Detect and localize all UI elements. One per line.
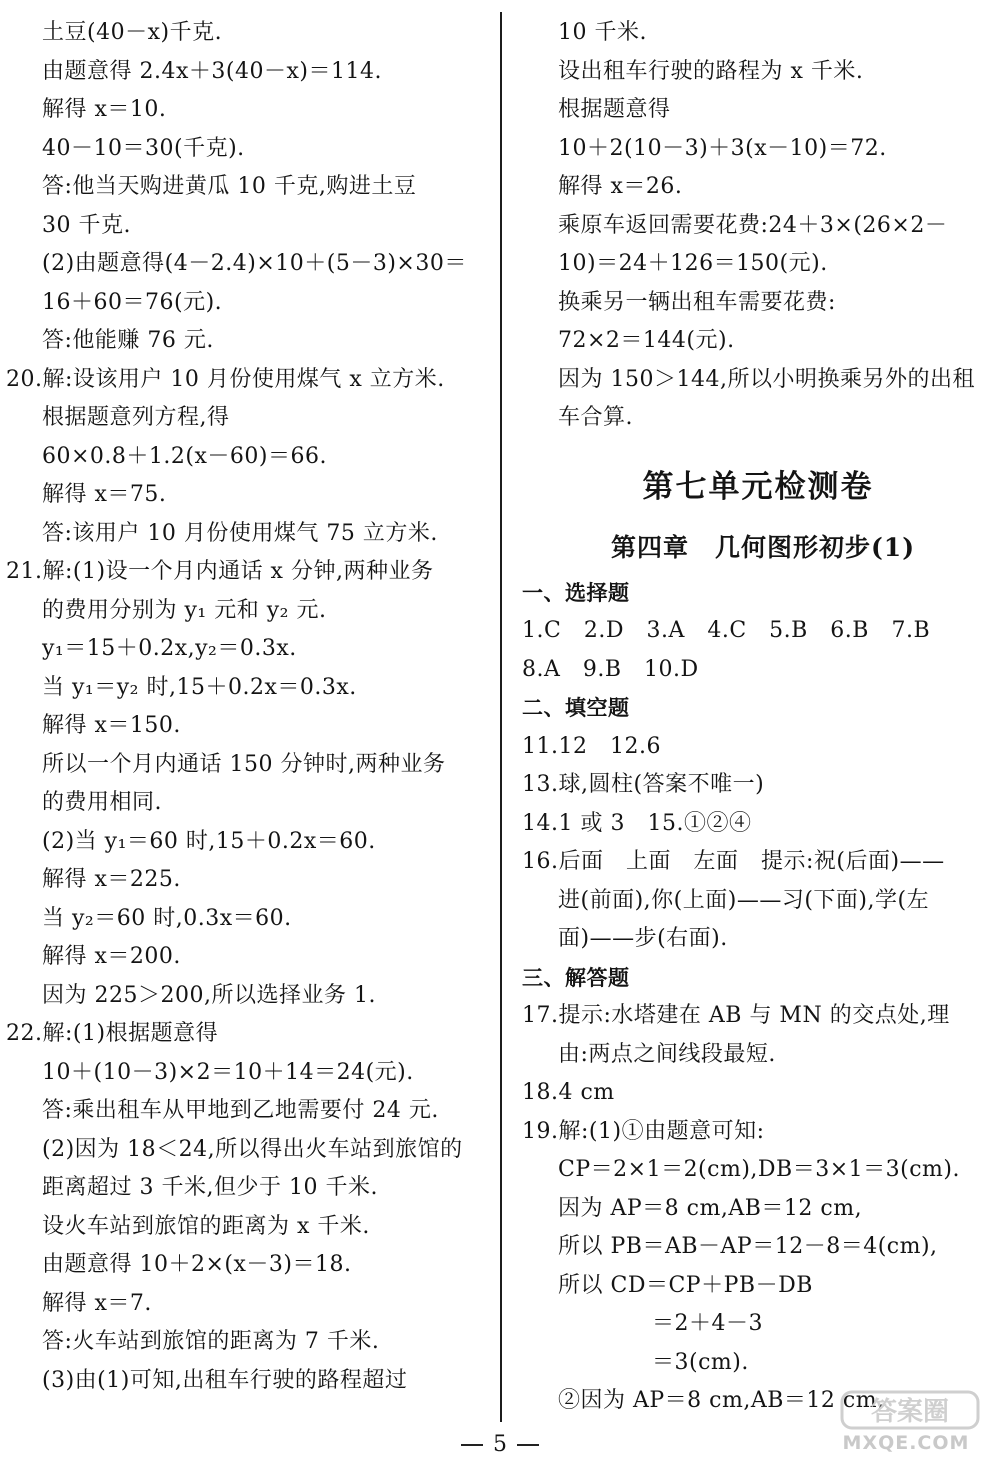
text-line: 乘原车返回需要花费:24＋3×(26×2－ (558, 212, 948, 238)
text-line: 车合算. (558, 405, 633, 430)
answer-line: ②因为 AP＝8 cm,AB＝12 cm, (558, 1388, 885, 1413)
text-line: 解得 x＝26. (558, 174, 683, 199)
text-line: 由题意得 2.4x＋3(40－x)＝114. (42, 58, 382, 84)
text-line: 因为 150＞144,所以小明换乘另外的出租 (558, 366, 975, 392)
text-line: y₁＝15＋0.2x,y₂＝0.3x. (42, 636, 297, 661)
text-line: 答:乘出租车从甲地到乙地需要付 24 元. (42, 1098, 439, 1123)
text-line: 10＋(10－3)×2＝10＋14＝24(元). (42, 1059, 414, 1085)
page-number-text: 5 (493, 1432, 507, 1457)
text-line: 根据题意得 (558, 97, 671, 122)
answer-line: 1.C 2.D 3.A 4.C 5.B 6.B 7.B (522, 618, 931, 643)
right-column (522, 14, 994, 1421)
text-line: 答:该用户 10 月份使用煤气 75 立方米. (42, 520, 438, 546)
answer-line: CP＝2×1＝2(cm),DB＝3×1＝3(cm). (558, 1157, 960, 1182)
answer-line: 所以 PB＝AB－AP＝12－8＝4(cm), (558, 1234, 938, 1259)
answer-line: 因为 AP＝8 cm,AB＝12 cm, (558, 1195, 863, 1221)
svg-text:答案圈: 答案圈 (870, 1397, 950, 1427)
section-heading-fill-blank: 二、填空题 (522, 695, 630, 720)
text-line: (2)当 y₁＝60 时,15＋0.2x＝60. (42, 828, 376, 854)
answer-line: 11.12 12.6 (522, 733, 661, 759)
text-line: (2)因为 18＜24,所以得出火车站到旅馆的 (42, 1136, 463, 1162)
text-line: 换乘另一辆出租车需要花费: (558, 289, 836, 315)
watermark-logo-icon (840, 1388, 980, 1432)
text-line: 16＋60＝76(元). (42, 289, 223, 315)
watermark (820, 1388, 992, 1460)
answer-line: 由:两点之间线段最短. (558, 1041, 776, 1067)
problem-20-heading: 20.解:设该用户 10 月份使用煤气 x 立方米. (6, 366, 445, 392)
text-line: 设出租车行驶的路程为 x 千米. (558, 58, 864, 84)
text-line: 当 y₁＝y₂ 时,15＋0.2x＝0.3x. (42, 674, 357, 700)
text-line: 设火车站到旅馆的距离为 x 千米. (42, 1213, 370, 1239)
answer-line: 8.A 9.B 10.D (522, 656, 699, 682)
text-line: (2)由题意得(4－2.4)×10＋(5－3)×30＝ (42, 251, 467, 276)
watermark-url: MXQE.COM (842, 1432, 970, 1454)
answer-line: 16.后面 上面 左面 提示:祝(后面)—— (522, 849, 945, 874)
problem-21-heading: 21.解:(1)设一个月内通话 x 分钟,两种业务 (6, 559, 434, 584)
page-number-dash (517, 1444, 539, 1446)
text-line: 答:他当天购进黄瓜 10 千克,购进土豆 (42, 174, 417, 199)
text-line: 的费用相同. (42, 790, 162, 815)
text-line: 40－10＝30(千克). (42, 135, 245, 161)
text-line: (3)由(1)可知,出租车行驶的路程超过 (42, 1367, 408, 1393)
text-line: 10＋2(10－3)＋3(x－10)＝72. (558, 135, 887, 161)
problem-22-heading: 22.解:(1)根据题意得 (6, 1021, 219, 1046)
text-line: 解得 x＝150. (42, 713, 181, 738)
text-line: 解得 x＝200. (42, 944, 181, 969)
text-line: 解得 x＝7. (42, 1290, 152, 1316)
text-line: 因为 225＞200,所以选择业务 1. (42, 982, 376, 1008)
answer-line: 所以 CD＝CP＋PB－DB (558, 1272, 813, 1298)
unit-title: 第七单元检测卷 (642, 468, 874, 505)
answer-line: ＝3(cm). (652, 1349, 749, 1375)
text-line: 答:他能赚 76 元. (42, 328, 214, 353)
answer-line: 19.解:(1)①由题意可知: (522, 1118, 765, 1144)
answer-line: 17.提示:水塔建在 AB 与 MN 的交点处,理 (522, 1003, 950, 1028)
text-line: 10 千米. (558, 20, 647, 45)
chapter-title: 第四章 几何图形初步(1) (610, 532, 916, 562)
text-line: 解得 x＝75. (42, 482, 167, 507)
text-line: 由题意得 10＋2×(x－3)＝18. (42, 1252, 352, 1277)
section-heading-multiple-choice: 一、选择题 (522, 579, 630, 605)
text-line: 10)＝24＋126＝150(元). (558, 251, 828, 276)
text-line: 距离超过 3 千米,但少于 10 千米. (42, 1175, 378, 1200)
text-line: 当 y₂＝60 时,0.3x＝60. (42, 905, 292, 931)
section-heading-solutions: 三、解答题 (522, 964, 630, 990)
text-line: 60×0.8＋1.2(x－60)＝66. (42, 443, 327, 469)
text-line: 所以一个月内通话 150 分钟时,两种业务 (42, 751, 446, 777)
text-line: 的费用分别为 y₁ 元和 y₂ 元. (42, 597, 327, 623)
text-line: 30 千克. (42, 212, 131, 238)
text-line: 答:火车站到旅馆的距离为 7 千米. (42, 1329, 380, 1354)
text-line: 解得 x＝225. (42, 867, 181, 892)
answer-line: 面)——步(右面). (558, 926, 728, 951)
answer-line: 14.1 或 3 15.①②④ (522, 810, 752, 836)
answer-line: ＝2＋4－3 (652, 1311, 763, 1336)
text-line: 根据题意列方程,得 (42, 405, 230, 430)
page-number-dash (461, 1444, 483, 1446)
left-column (6, 14, 484, 1400)
answer-line: 13.球,圆柱(答案不唯一) (522, 772, 765, 797)
text-line: 72×2＝144(元). (558, 328, 735, 353)
text-line: 解得 x＝10. (42, 97, 167, 122)
answer-line: 18.4 cm (522, 1080, 615, 1105)
column-divider (500, 12, 502, 1422)
answer-line: 进(前面),你(上面)——习(下面),学(左 (558, 887, 930, 913)
text-line: 土豆(40－x)千克. (42, 20, 223, 45)
